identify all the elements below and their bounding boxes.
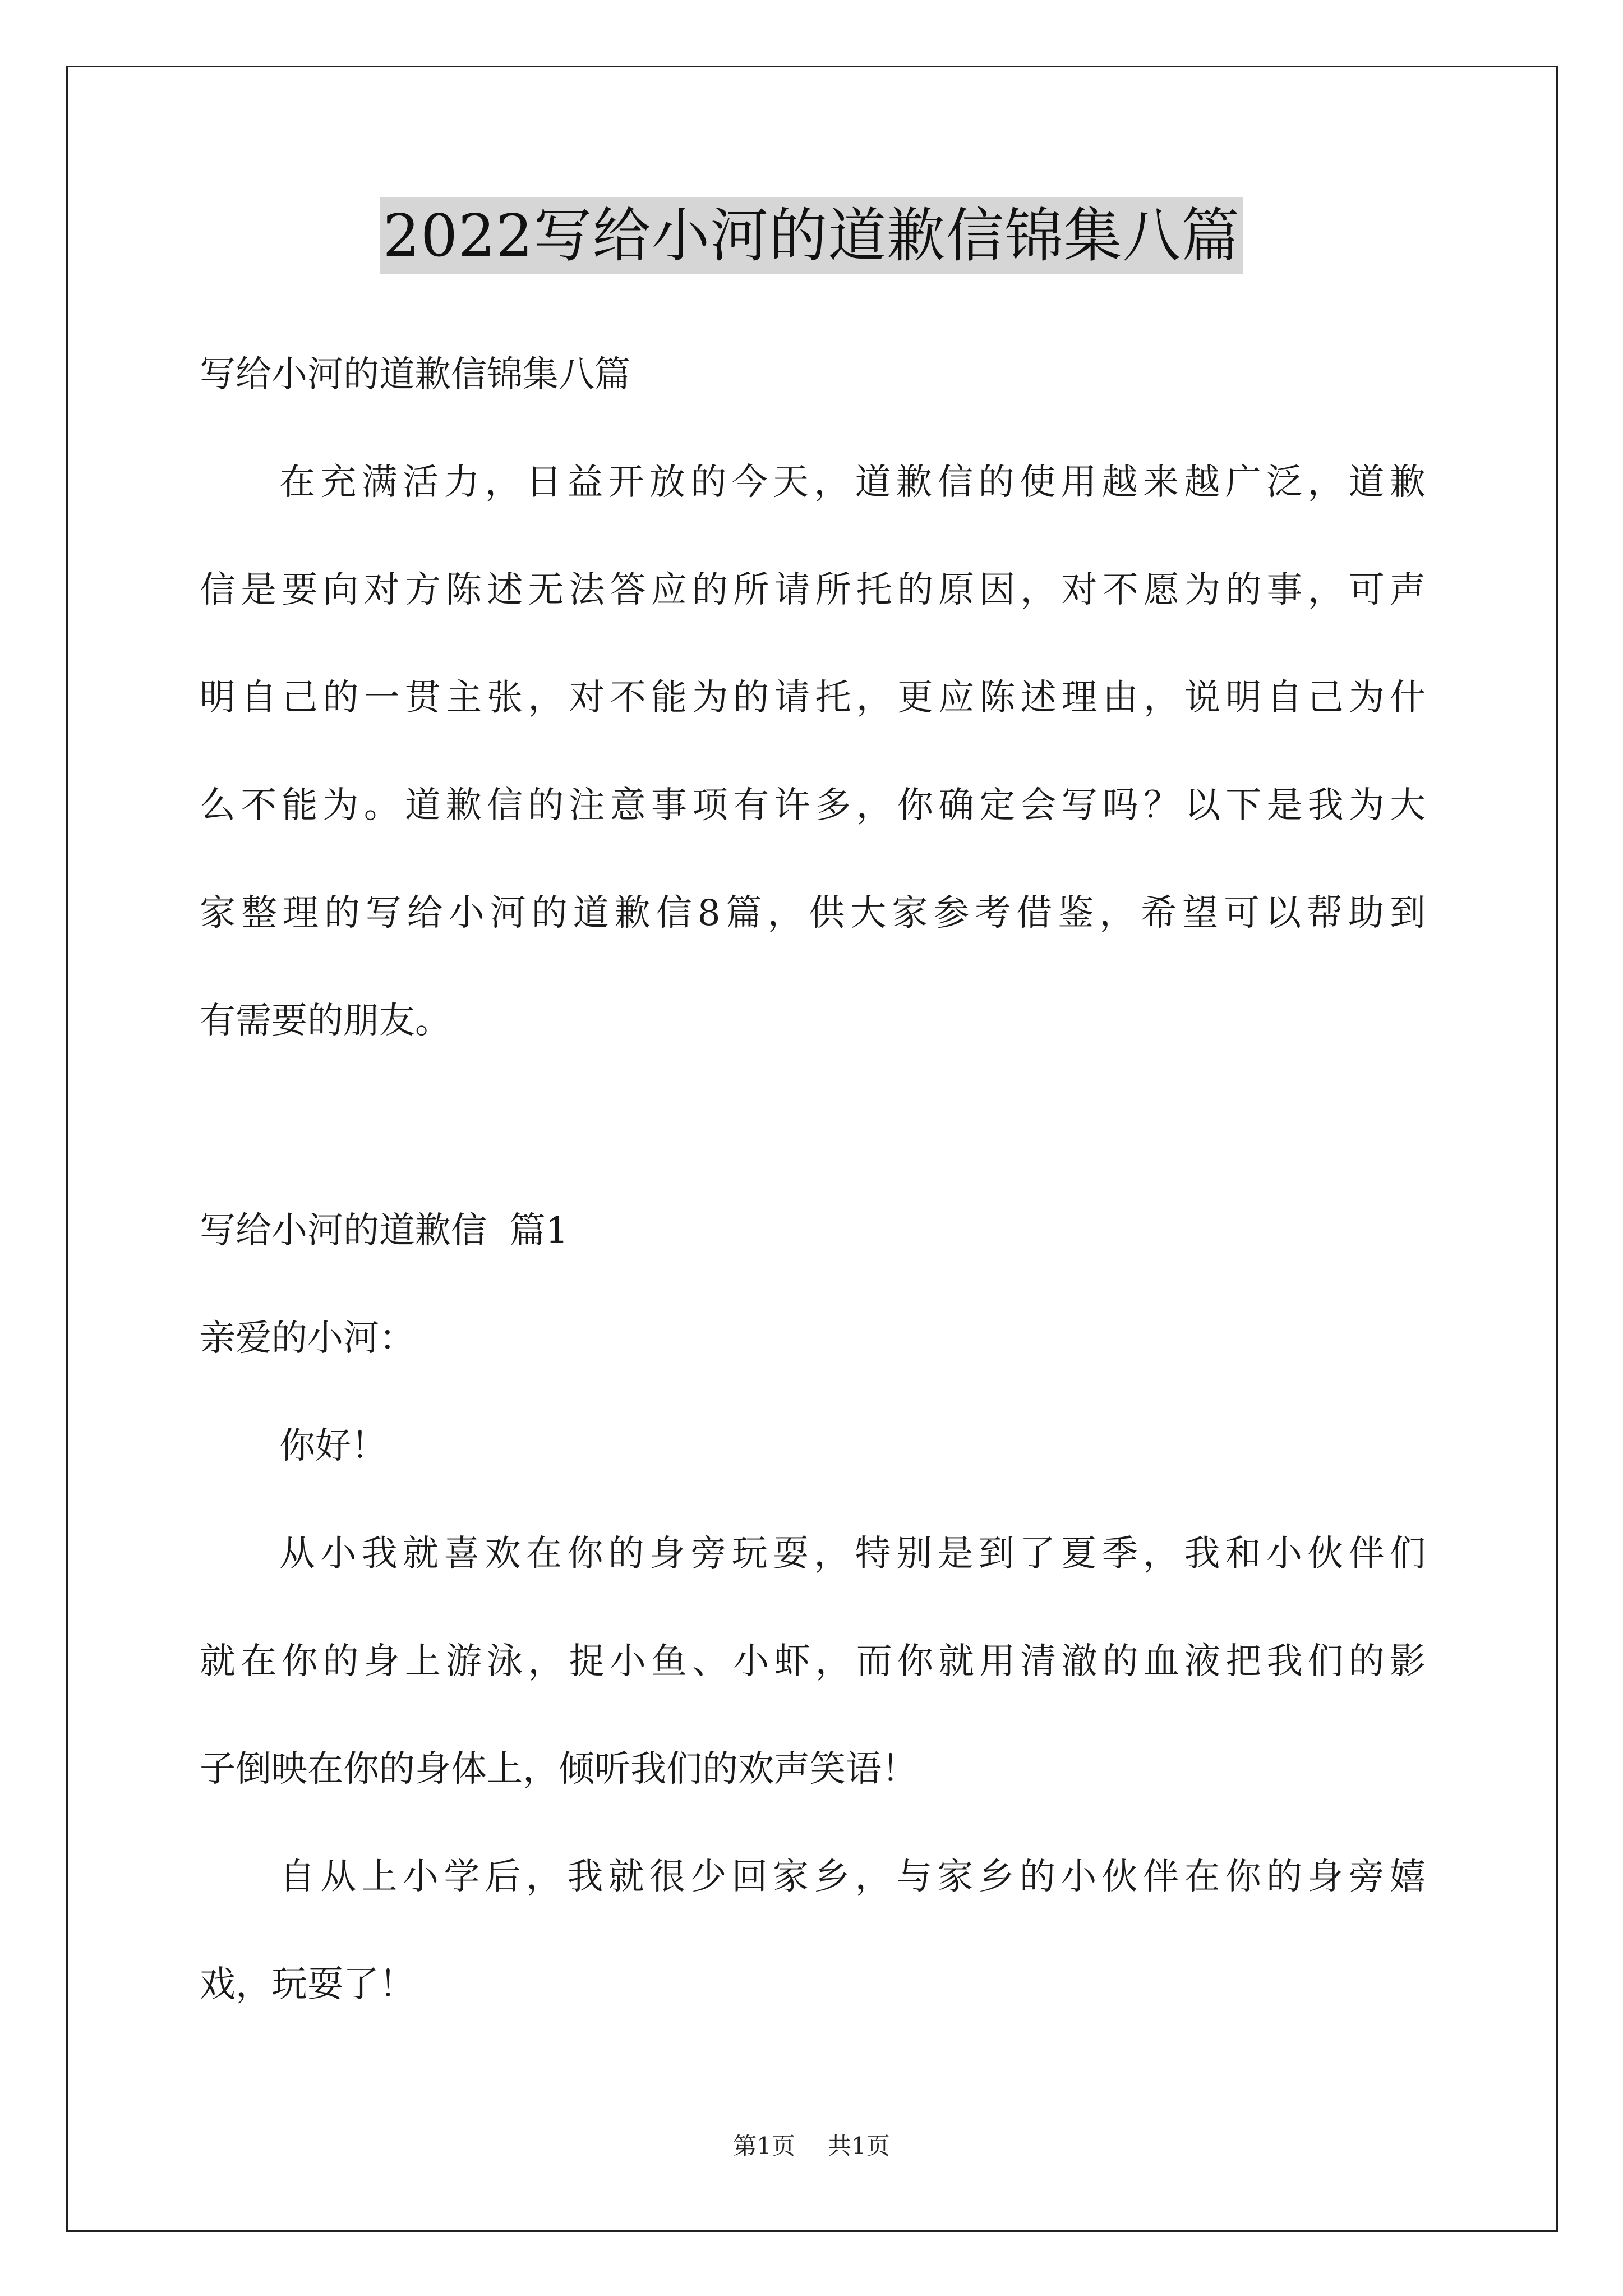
page-footer [0,2131,1623,2162]
body-line-5: 戏，玩耍了！ [200,1964,415,2005]
page-total: 共1页 [828,2132,890,2160]
page-number: 第1页 [733,2132,795,2160]
salutation: 亲爱的小河： [200,1318,415,1359]
body-line-1: 从小我就喜欢在你的身旁玩耍，特别是到了夏季，我和小伙伴们 [279,1533,1426,1575]
intro-line-3: 明自己的一贯主张，对不能为的请托，更应陈述理由，说明自己为什 [200,677,1426,719]
intro-line-1: 在充满活力，日益开放的今天，道歉信的使用越来越广泛，道歉 [279,462,1426,503]
intro-line-2: 信是要向对方陈述无法答应的所请所托的原因，对不愿为的事，可声 [200,569,1426,611]
intro-line-5: 家整理的写给小河的道歉信8篇，供大家参考借鉴，希望可以帮助到 [200,892,1426,934]
body-line-4: 自从上小学后，我就很少回家乡，与家乡的小伙伴在你的身旁嬉 [279,1856,1426,1898]
body-line-2: 就在你的身上游泳，捉小鱼、小虾，而你就用清澈的血液把我们的影 [200,1641,1426,1682]
intro-line-4: 么不能为。道歉信的注意事项有许多，你确定会写吗？以下是我为大 [200,785,1426,826]
title-container [0,197,1623,274]
greeting: 你好！ [279,1425,387,1467]
document-subtitle: 写给小河的道歉信锦集八篇 [200,354,630,395]
body-line-3: 子倒映在你的身体上，倾听我们的欢声笑语！ [200,1749,917,1790]
intro-line-6: 有需要的朋友。 [200,1000,451,1042]
section-heading: 写给小河的道歉信 篇1 [200,1210,569,1251]
document-title: 2022写给小河的道歉信锦集八篇 [380,197,1244,274]
